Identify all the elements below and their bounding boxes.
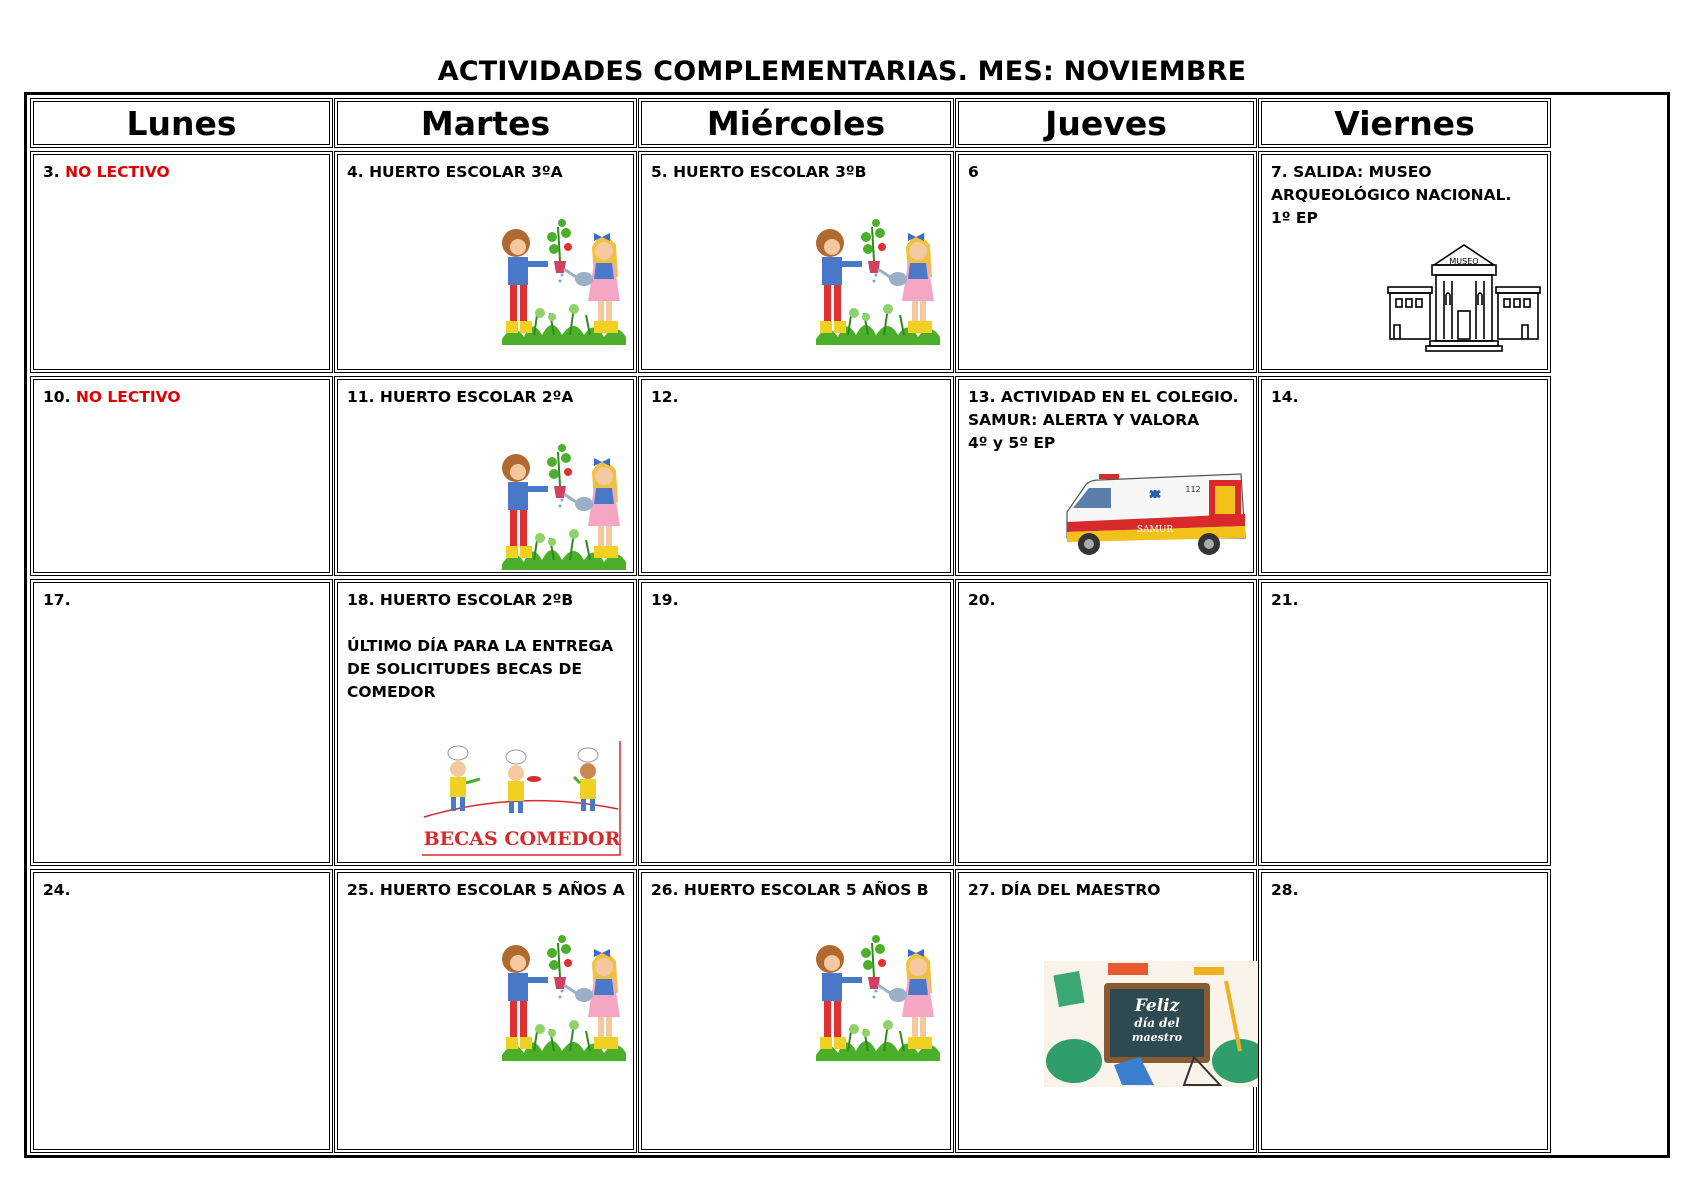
- day-cell-text: 17.: [43, 591, 71, 609]
- day-cell-text: 4. HUERTO ESCOLAR 3ºA: [347, 163, 563, 181]
- day-cell-20: [955, 579, 1257, 866]
- day-cell-5: [638, 151, 954, 373]
- day-cell-text: 13. ACTIVIDAD EN EL COLEGIO. SAMUR: ALERTA Y VALORA 4º y 5º EP: [968, 388, 1239, 452]
- day-cell-26: [638, 869, 954, 1153]
- day-cell-text: 14.: [1271, 388, 1299, 406]
- garden-children-image: [494, 442, 634, 572]
- no-lectivo-label: NO LECTIVO: [75, 388, 181, 406]
- day-cell-19: [638, 579, 954, 866]
- day-cell-text: [43, 386, 321, 409]
- header-martes: Martes: [334, 98, 637, 148]
- day-cell-17: [30, 579, 333, 866]
- calendar-frame: [24, 92, 1670, 1158]
- day-cell-text: 6: [968, 163, 979, 181]
- day-cell-12: [638, 376, 954, 576]
- museum-building-image: [1386, 239, 1542, 357]
- samur-ambulance-image: [1059, 464, 1249, 560]
- teacher-card-line1: Feliz: [1134, 996, 1180, 1016]
- feliz-dia-del-maestro-image: [1044, 961, 1268, 1087]
- day-number: 10.: [43, 388, 71, 406]
- becas-comedor-label: BECAS COMEDOR: [423, 828, 621, 850]
- day-cell-28: [1258, 869, 1551, 1153]
- day-cell-24: [30, 869, 333, 1153]
- header-lunes: Lunes: [30, 98, 333, 148]
- day-cell-18: [334, 579, 637, 866]
- day-cell-21: [1258, 579, 1551, 866]
- day-cell-text: 27. DÍA DEL MAESTRO: [968, 881, 1161, 899]
- day-cell-27: [955, 869, 1257, 1153]
- day-cell-text: 28.: [1271, 881, 1299, 899]
- header-viernes: Viernes: [1258, 98, 1551, 148]
- day-cell-text: [43, 161, 321, 184]
- day-cell-text: 25. HUERTO ESCOLAR 5 AÑOS A: [347, 881, 625, 899]
- day-cell-text: 12.: [651, 388, 679, 406]
- day-cell-10: [30, 376, 333, 576]
- garden-children-image: [494, 933, 634, 1063]
- day-cell-text: 7. SALIDA: MUSEO ARQUEOLÓGICO NACIONAL. 1º EP: [1271, 163, 1512, 227]
- day-cell-3: [30, 151, 333, 373]
- no-lectivo-label: NO LECTIVO: [65, 163, 170, 181]
- day-cell-13: [955, 376, 1257, 576]
- day-cell-11: [334, 376, 637, 576]
- garden-children-image: [808, 933, 948, 1063]
- header-miercoles: Miércoles: [638, 98, 954, 148]
- garden-children-image: [494, 217, 634, 347]
- day-cell-7: [1258, 151, 1551, 373]
- day-cell-text: 19.: [651, 591, 679, 609]
- day-cell-14: [1258, 376, 1551, 576]
- day-cell-25: [334, 869, 637, 1153]
- day-cell-text: 18. HUERTO ESCOLAR 2ºB ÚLTIMO DÍA PARA LA ENTREGA DE SOLICITUDES BECAS DE COMEDOR: [347, 591, 614, 701]
- teacher-card-line2: día del: [1134, 1016, 1180, 1030]
- day-cell-text: 26. HUERTO ESCOLAR 5 AÑOS B: [651, 881, 929, 899]
- day-cell-text: 24.: [43, 881, 71, 899]
- day-cell-text: 5. HUERTO ESCOLAR 3ºB: [651, 163, 867, 181]
- day-cell-text: 21.: [1271, 591, 1299, 609]
- becas-comedor-image: [418, 739, 628, 861]
- ambulance-label: SAMUR: [1136, 525, 1174, 535]
- day-cell-4: [334, 151, 637, 373]
- ambulance-number: 112: [1185, 485, 1201, 494]
- day-cell-text: 11. HUERTO ESCOLAR 2ºA: [347, 388, 574, 406]
- day-number: 3.: [43, 163, 60, 181]
- day-cell-text: 20.: [968, 591, 996, 609]
- museum-label: MUSEO: [1449, 257, 1479, 266]
- teacher-card-line3: maestro: [1131, 1031, 1183, 1044]
- page-title: ACTIVIDADES COMPLEMENTARIAS. MES: NOVIEMBRE: [437, 56, 1247, 87]
- header-jueves: Jueves: [955, 98, 1257, 148]
- garden-children-image: [808, 217, 948, 347]
- day-cell-6: [955, 151, 1257, 373]
